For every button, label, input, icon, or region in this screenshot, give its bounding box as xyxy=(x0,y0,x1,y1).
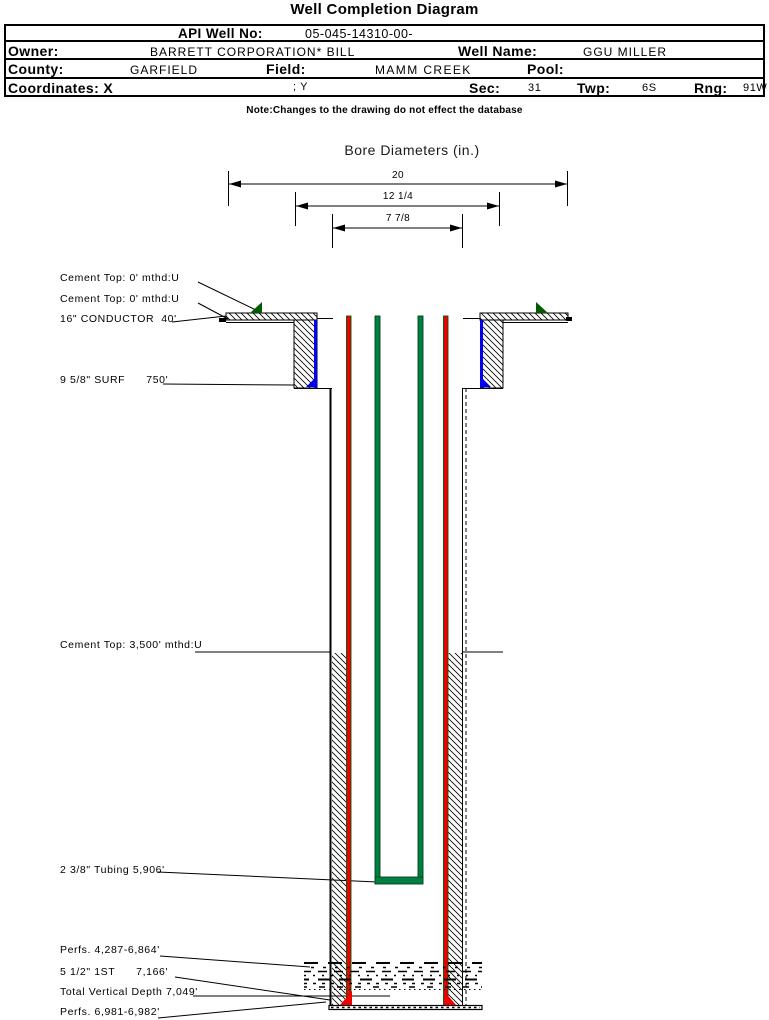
county-value: GARFIELD xyxy=(130,63,199,77)
tubing-left xyxy=(375,316,380,879)
annotation-total-vertical-depth: Total Vertical Depth 7,049' xyxy=(60,986,198,998)
dimension-arrow-icon xyxy=(450,225,462,232)
annotation-conductor: 16" CONDUCTOR 40' xyxy=(60,313,177,325)
annotation-cement-top-3500: Cement Top: 3,500' mthd:U xyxy=(60,639,203,651)
surface-casing-left xyxy=(294,320,317,388)
dimension-label-7-7-8: 7 7/8 xyxy=(385,213,411,224)
dimension-arrow-icon xyxy=(333,225,345,232)
dimension-12-1-4 xyxy=(296,192,500,226)
annotation-cement-top-conductor: Cement Top: 0' mthd:U xyxy=(60,272,180,284)
annotation-surface-casing: 9 5/8" SURF 750' xyxy=(60,374,169,386)
sec-value: 31 xyxy=(528,82,542,94)
rng-value: 91W xyxy=(743,82,768,94)
surface-casing-right xyxy=(482,320,503,388)
leader-line xyxy=(172,316,226,322)
rng-label: Rng: xyxy=(694,80,728,96)
page-title: Well Completion Diagram xyxy=(290,1,479,18)
leader-line xyxy=(198,282,256,310)
field-value: MAMM CREEK xyxy=(375,63,472,77)
twp-value: 6S xyxy=(642,82,657,94)
sec-label: Sec: xyxy=(469,80,501,96)
cement-hatch-right xyxy=(448,653,462,1005)
dimension-arrow-icon xyxy=(555,181,567,188)
tubing-right xyxy=(418,316,423,879)
annotation-perfs-upper: Perfs. 4,287-6,864' xyxy=(60,944,160,956)
annotation-tubing: 2 3/8" Tubing 5,906' xyxy=(60,864,165,876)
conductor-end-cap-left xyxy=(219,318,226,322)
conductor-end-cap-right xyxy=(566,317,572,321)
coordinates-label: Coordinates: X xyxy=(8,80,114,96)
well-name-label: Well Name: xyxy=(458,43,538,59)
dimension-7-7-8 xyxy=(333,214,463,248)
county-label: County: xyxy=(8,61,64,77)
annotation-cement-top-surface: Cement Top: 0' mthd:U xyxy=(60,293,180,305)
cement-top-marker-icon-right xyxy=(536,302,548,313)
leader-line xyxy=(158,1002,326,1018)
conductor-casing-right xyxy=(480,313,568,320)
api-well-no-value: 05-045-14310-00- xyxy=(305,27,414,41)
twp-label: Twp: xyxy=(577,80,611,96)
dimension-arrow-icon xyxy=(487,203,499,210)
dimension-label-12-1-4: 12 1/4 xyxy=(382,191,414,202)
tubing-shoe xyxy=(375,877,423,884)
coordinates-y-label: ; Y xyxy=(293,81,309,93)
leader-line xyxy=(163,384,294,385)
cement-hatch-left xyxy=(332,653,346,1005)
production-casing-right xyxy=(444,316,449,1005)
field-label: Field: xyxy=(266,61,306,77)
annotation-perfs-lower: Perfs. 6,981-6,982' xyxy=(60,1006,160,1018)
database-note: Note:Changes to the drawing do not effect the database xyxy=(246,105,523,116)
production-casing-left xyxy=(347,316,352,1005)
owner-label: Owner: xyxy=(8,43,59,59)
well-name-value: GGU MILLER xyxy=(583,45,668,59)
dimension-20 xyxy=(229,171,568,206)
leader-line xyxy=(160,956,310,967)
dimension-arrow-icon xyxy=(229,181,241,188)
dimension-arrow-icon xyxy=(296,203,308,210)
owner-value: BARRETT CORPORATION* BILL xyxy=(150,45,356,59)
dimension-label-20: 20 xyxy=(392,170,404,181)
bore-diameters-title: Bore Diameters (in.) xyxy=(344,142,480,158)
api-well-no-label: API Well No: xyxy=(178,26,263,41)
conductor-casing-left xyxy=(226,313,317,320)
pool-label: Pool: xyxy=(527,61,564,77)
annotation-production-casing: 5 1/2" 1ST 7,166' xyxy=(60,966,169,978)
